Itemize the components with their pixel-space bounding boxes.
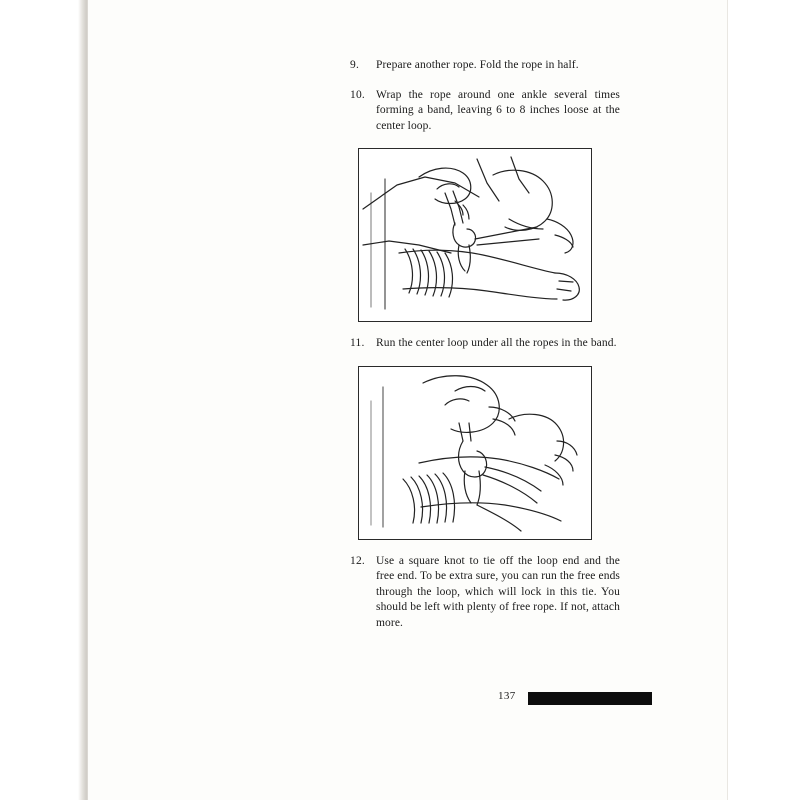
instruction-step bbox=[350, 336, 620, 352]
step-text: Run the center loop under all the ropes in the band. bbox=[376, 337, 617, 349]
figure-ankle-wrap-drawing bbox=[359, 149, 591, 321]
book-page-sheet bbox=[88, 0, 728, 800]
instruction-step bbox=[350, 88, 620, 135]
footer-black-bar bbox=[528, 692, 652, 705]
step-number: 11. bbox=[350, 337, 365, 349]
page-margin-right bbox=[728, 0, 800, 800]
step-number: 9. bbox=[350, 59, 360, 71]
page-content bbox=[350, 58, 620, 645]
page-number: 137 bbox=[498, 690, 516, 702]
step-number: 10. bbox=[350, 88, 365, 101]
page-margin-left bbox=[0, 0, 80, 800]
step-text: Wrap the rope around one ankle several times forming a band, leaving 6 to 8 inches loose at the center loop. bbox=[376, 88, 620, 132]
page-footer bbox=[88, 690, 728, 710]
figure-center-loop bbox=[358, 366, 592, 540]
figure-center-loop-drawing bbox=[359, 367, 591, 539]
step-text: Prepare another rope. Fold the rope in half. bbox=[376, 59, 579, 71]
step-number: 12. bbox=[350, 554, 365, 567]
instruction-step bbox=[350, 554, 620, 632]
instruction-step bbox=[350, 58, 620, 74]
figure-ankle-wrap bbox=[358, 148, 592, 322]
step-text: Use a square knot to tie off the loop end and the free end. To be extra sure, you can run the free ends through the loop, which will lock in this tie. You should be left with plenty of free rope. If not, attach more. bbox=[376, 554, 620, 629]
